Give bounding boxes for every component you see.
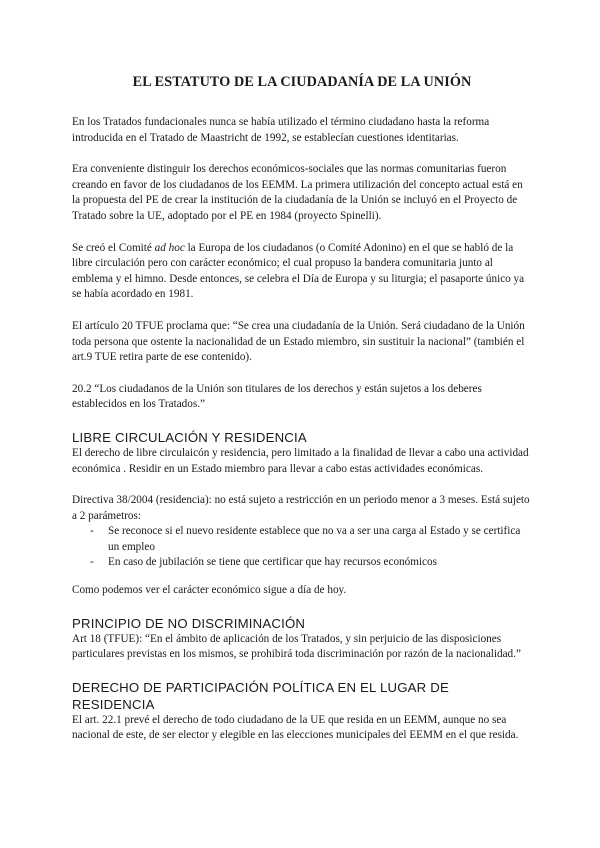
intro-paragraph-3 (72, 241, 532, 303)
intro-paragraph-3-end: la Europa de los ciudadanos (o Comité Adonino) en el que se habló de la libre circulación pero con carácter económico; el cual propuso la bandera comunitaria junto al emblema y el himno. Desde entonces, se celebra el Día de Europa y su liturgia; el pasaporte único ya se había acordado en 1981. (72, 241, 525, 301)
section1-bullet-list (72, 524, 532, 571)
section1-paragraph-3: Como podemos ver el carácter económico sigue a día de hoy. (72, 584, 347, 597)
intro-paragraph-3-start: Se creó el Comité (72, 241, 155, 254)
list-item: - En caso de jubilación se tiene que certificar que hay recursos económicos (90, 555, 532, 571)
section3-paragraph-1: El art. 22.1 prevé el derecho de todo ciudadano de la UE que resida en un EEMM, aunque no sea nacional de este, de ser elector y elegible en las elecciones municipales del EEMM en el que resida. (72, 713, 519, 742)
section1-paragraph-1: El derecho de libre circulaicón y residencia, pero limitado a la finalidad de llevar a cabo una actividad económica . Residir en un Estado miembro para llevar a cabo estas actividades económicas. (72, 446, 529, 475)
intro-paragraph-4: El artículo 20 TFUE proclama que: “Se crea una ciudadanía de la Unión. Será ciudadano de la Unión toda persona que ostente la nacionalidad de un Estado miembro, sin sustituir la nacional” (también el art.9 TUE retira parte de ese contenido). (72, 319, 525, 364)
intro-paragraph-2: Era conveniente distinguir los derechos económicos-sociales que las normas comunitarias fueron creando en favor de los ciudadanos de los EEMM. La primera utilización del concepto actual está en la propuesta del PE de crear la institución de la ciudadanía de la Unión se incluyó en el Proyecto de Tratado sobre la UE, adoptado por el PE en 1984 (proyecto Spinelli). (72, 163, 523, 222)
list-item: - Se reconoce si el nuevo residente establece que no va a ser una carga al Estado y se certifica un empleo (90, 524, 532, 555)
intro-paragraph-1: En los Tratados fundacionales nunca se había utilizado el término ciudadano hasta la reforma introducida en el Tratado de Maastricht de 1992, se establecían cuestiones identitarias. (72, 116, 490, 144)
section-heading-libre-circulacion: LIBRE CIRCULACIÓN Y RESIDENCIA (72, 429, 307, 445)
intro-paragraph-3-italic: ad hoc (154, 241, 185, 254)
section2-paragraph-1: Art 18 (TFUE): “En el ámbito de aplicación de los Tratados, y sin perjuicio de las disposiciones particulares previstas en los mismos, se prohibirá toda discriminación por razón de la nacionalidad.” (72, 632, 521, 661)
section-heading-no-discriminacion: PRINCIPIO DE NO DISCRIMINACIÓN (72, 615, 306, 631)
document-title: EL ESTATUTO DE LA CIUDADANÍA DE LA UNIÓN (132, 74, 472, 90)
section1-paragraph-2: Directiva 38/2004 (residencia): no está sujeto a restricción en un periodo menor a 3 meses. Está sujeto a 2 parámetros: (72, 494, 530, 522)
section-heading-participacion-politica: DERECHO DE PARTICIPACIÓN POLÍTICA EN EL LUGAR DE RESIDENCIA (72, 679, 449, 712)
intro-paragraph-5: 20.2 “Los ciudadanos de la Unión son titulares de los derechos y están sujetos a los deberes establecidos en los Tratados.” (72, 382, 482, 411)
